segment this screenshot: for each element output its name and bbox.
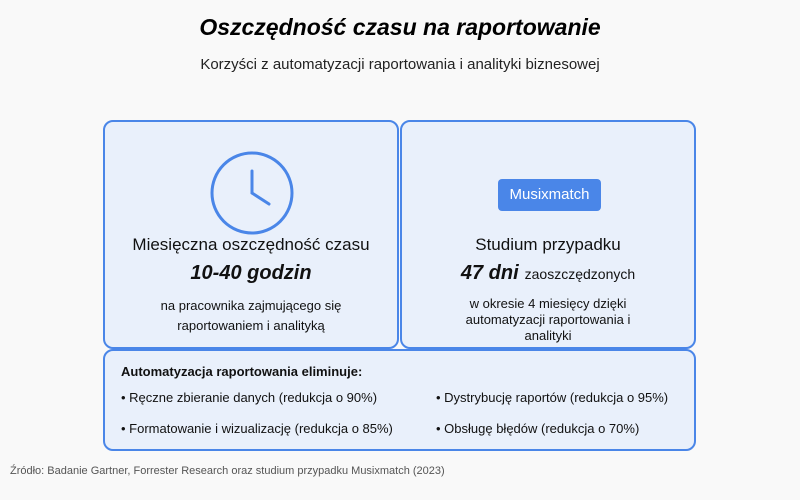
description-line: na pracownika zajmującego się [160,298,342,313]
clock-icon [209,150,295,236]
time-savings-value: 10-40 godzin [190,262,312,284]
case-study-value-suffix: zaoszczędzonych [524,266,636,282]
benefit-item: • Dystrybucję raportów (redukcja o 95%) [436,390,669,405]
automation-benefits-card [103,349,696,451]
description-line: automatyzacji raportowania i [465,312,631,327]
time-savings-card [103,120,399,349]
case-study-description [422,296,674,344]
automation-benefits-title: Automatyzacja raportowania eliminuje: [121,364,363,379]
description-line: w okresie 4 miesięcy dzięki [469,296,627,311]
time-savings-description [125,296,377,336]
page-title: Oszczędność czasu na raportowanie [199,14,601,40]
benefit-item: • Ręczne zbieranie danych (redukcja o 90%) [121,390,378,405]
page-subtitle: Korzyści z automatyzacji raportowania i analityki biznesowej [200,56,600,73]
time-savings-heading: Miesięczna oszczędność czasu [132,235,370,254]
source-note: Źródło: Badanie Gartner, Forrester Research oraz studium przypadku Musixmatch (2023) [10,465,445,477]
case-study-value-row [402,262,694,285]
benefit-item: • Obsługę błędów (redukcja o 70%) [436,421,640,436]
musixmatch-badge: Musixmatch [498,179,601,211]
description-line: raportowaniem i analityką [177,318,325,333]
case-study-heading: Studium przypadku [475,235,621,254]
case-study-card [400,120,696,349]
case-study-value: 47 dni [460,262,519,284]
description-line: analityki [524,328,572,343]
benefit-item: • Formatowanie i wizualizację (redukcja o 85%) [121,421,393,436]
